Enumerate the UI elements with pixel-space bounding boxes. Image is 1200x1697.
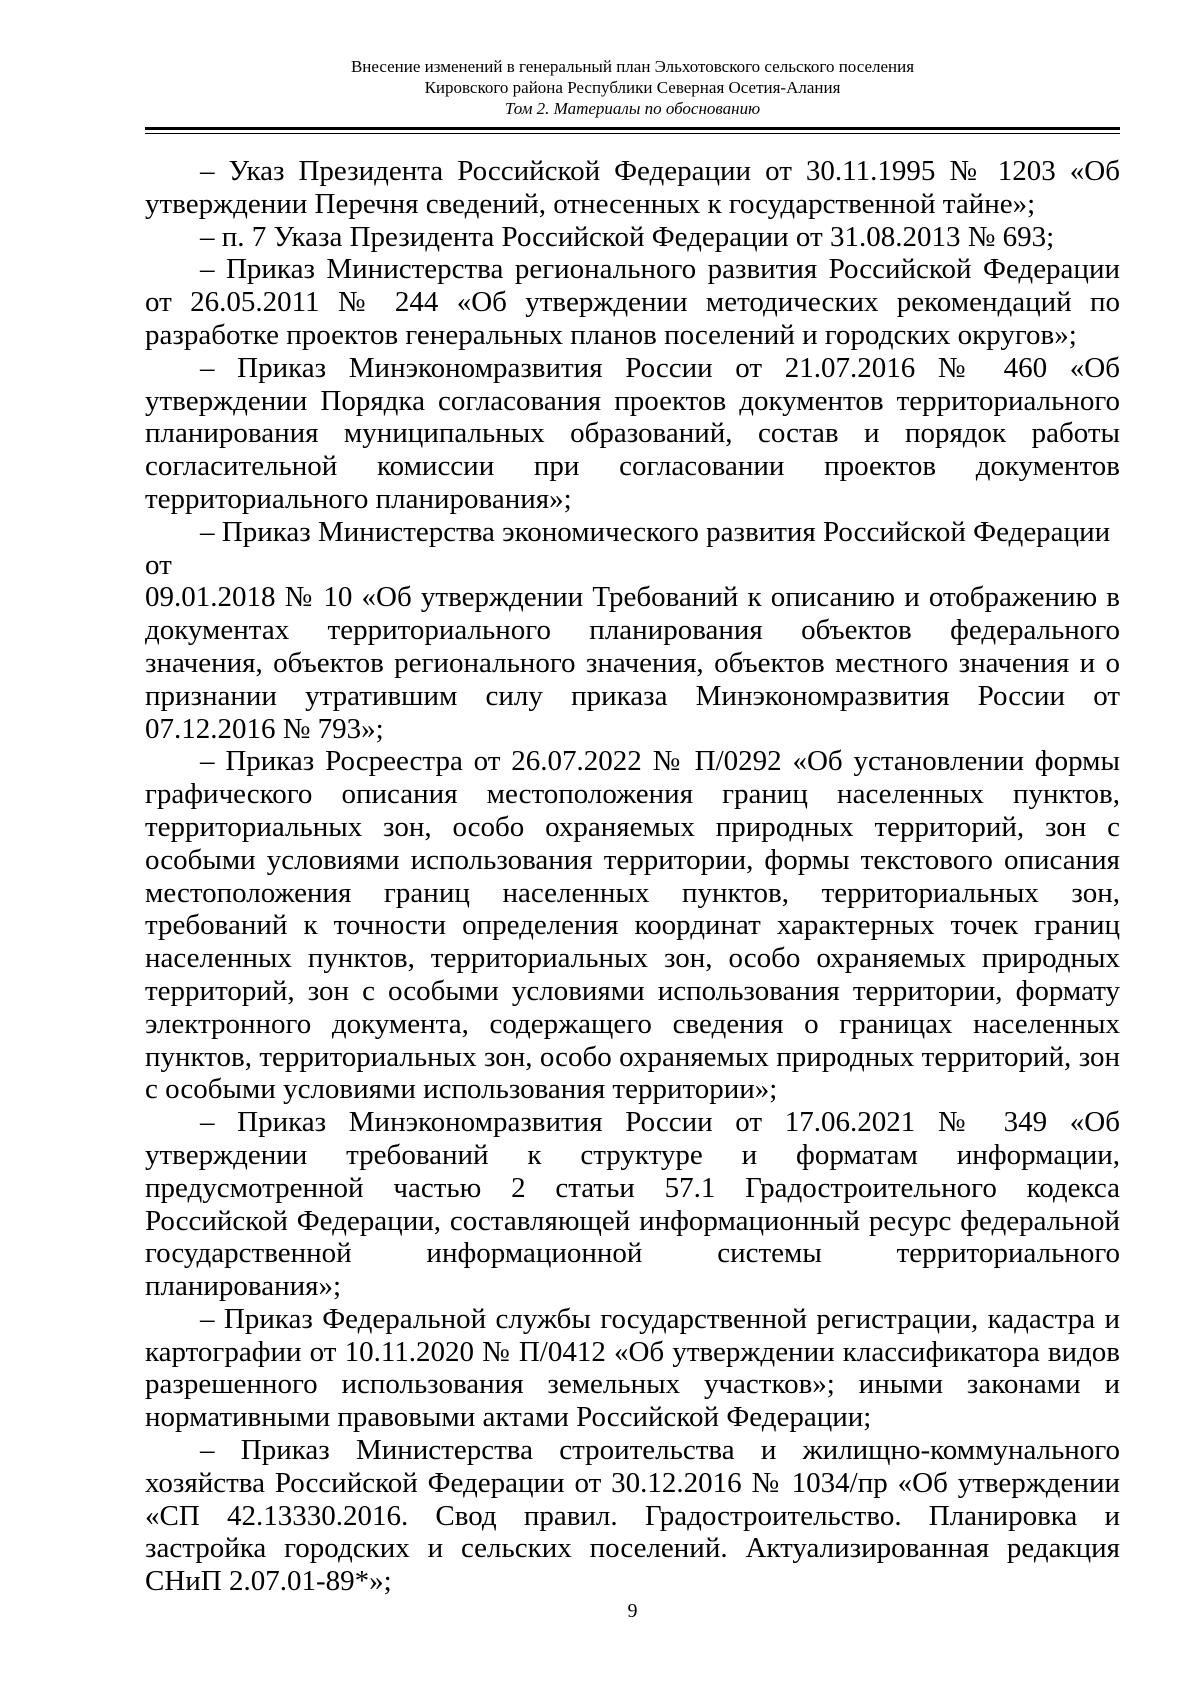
document-body: [145, 155, 1120, 1598]
list-item: – Приказ Федеральной службы государственной регистрации, кадастра и картографии от 10.11.2020 № П/0412 «Об утверждении классификатора видов разрешенного использования земельных участков»; иными законами и нормативными правовыми актами Российской Федерации;: [145, 1302, 1120, 1434]
list-item: – Приказ Министерства экономического развития Российской Федерации от: [145, 515, 1111, 581]
header-title-line1: Внесение изменений в генеральный план Эльхотовского сельского поселения: [350, 57, 915, 76]
list-item: – Приказ Министерства регионального развития Российской Федерации от 26.05.2011 № 244 «Об утверждении методических рекомендаций по разработке проектов генеральных планов поселений и городских округов»;: [145, 253, 1120, 351]
list-item: – Приказ Росреестра от 26.07.2022 № П/0292 «Об установлении формы графического описания местоположения границ населенных пунктов, территориальных зон, особо охраняемых природных территорий, зон с особыми условиями использования территории, формы текстового описания местоположения границ населенных пунктов, территориальных зон, требований к точности определения координат характерных точек границ населенных пунктов, территориальных зон, особо охраняемых природных территорий, зон с особыми условиями использования территории, формату электронного документа, содержащего сведения о границах населенных пунктов, территориальных зон, особо охраняемых природных территорий, зон с особыми условиями использования территории»;: [145, 745, 1120, 1106]
list-item: – Приказ Минэкономразвития России от 17.06.2021 № 349 «Об утверждении требований к структуре и форматам информации, предусмотренной частью 2 статьи 57.1 Градостроительного кодекса Российской Федерации, составляющей информационный ресурс федеральной государственной информационной системы территориального планирования»;: [145, 1106, 1120, 1303]
document-header: [145, 56, 1120, 119]
list-item: – Указ Президента Российской Федерации от 30.11.1995 № 1203 «Об утверждении Перечня сведений, отнесенных к государственной тайне»;: [145, 155, 1120, 220]
header-rule-thick: [145, 127, 1120, 130]
header-rule-thin: [145, 133, 1120, 134]
list-item: – п. 7 Указа Президента Российской Федерации от 31.08.2013 № 693;: [200, 220, 1055, 253]
page-number: 9: [627, 1600, 638, 1622]
list-item: – Приказ Минэкономразвития России от 21.07.2016 № 460 «Об утверждении Порядка согласования проектов документов территориального планирования муниципальных образований, состав и порядок работы согласительной комиссии при согласовании проектов документов территориального планирования»;: [145, 351, 1120, 515]
header-volume-subtitle: Том 2. Материалы по обоснованию: [504, 99, 761, 118]
list-item-continuation: 09.01.2018 № 10 «Об утверждении Требований к описанию и отображению в документах территориального планирования объектов федерального значения, объектов регионального значения, объектов местного значения и о признании утратившим силу приказа Минэкономразвития России от 07.12.2016 № 793»;: [145, 581, 1120, 745]
header-title-line2: Кировского района Республики Северная Осетия-Алания: [424, 78, 841, 97]
list-item: – Приказ Министерства строительства и жилищно-коммунального хозяйства Российской Федерации от 30.12.2016 № 1034/пр «Об утверждении «СП 42.13330.2016. Свод правил. Градостроительство. Планировка и застройка городских и сельских поселений. Актуализированная редакция СНиП 2.07.01-89*»;: [145, 1434, 1120, 1598]
